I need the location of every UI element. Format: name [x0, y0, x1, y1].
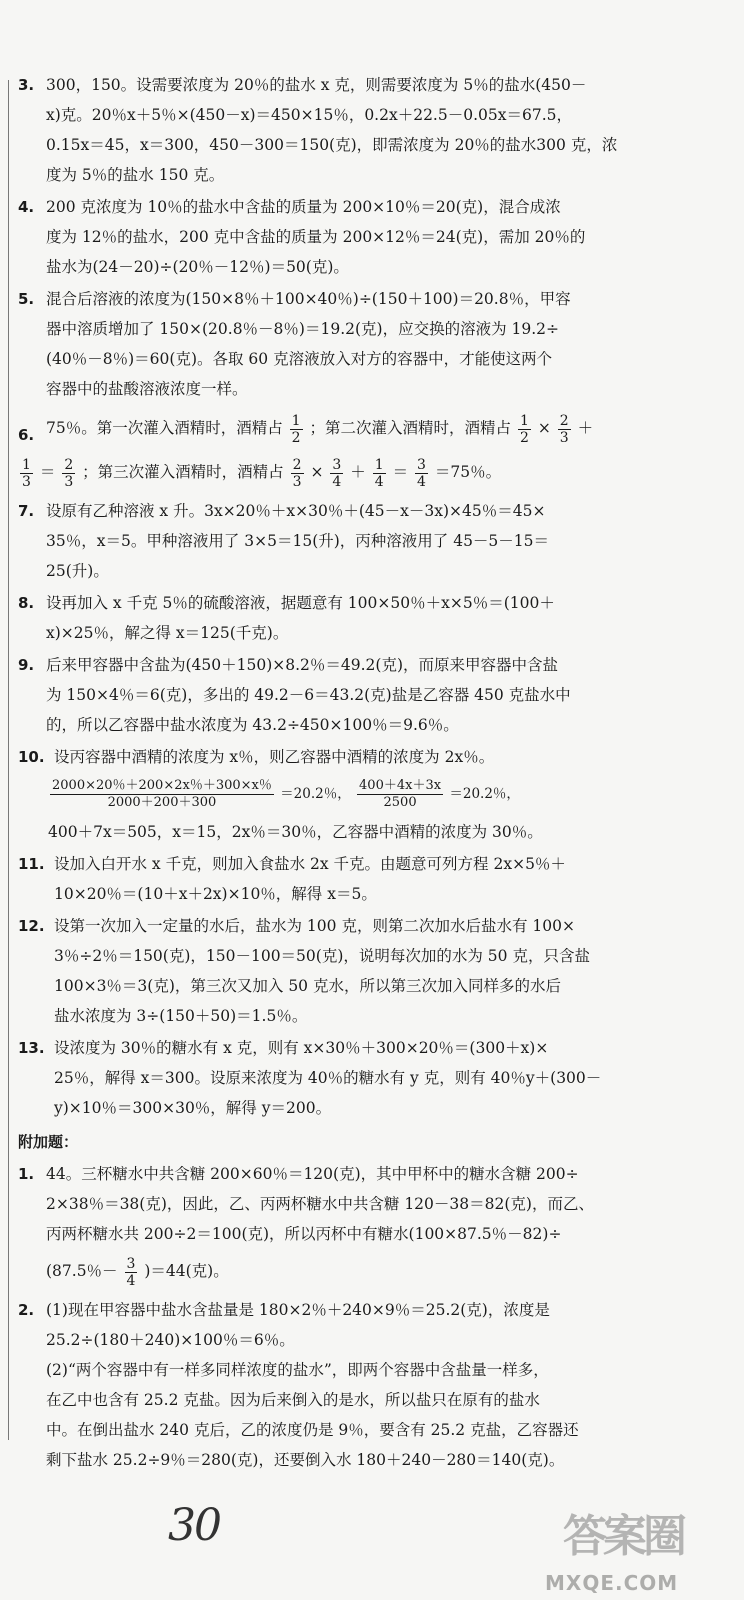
- text-line: 度为 12％的盐水，200 克中含盐的质量为 200×12％＝24(克)，需加 20％的: [46, 228, 586, 246]
- text-segment: ＋: [577, 419, 594, 437]
- text-line: 300，150。设需要浓度为 20％的盐水 x 克，则需要浓度为 5％的盐水(450－: [46, 76, 587, 94]
- fraction-1-3: [20, 457, 33, 490]
- item-number: 2.: [18, 1301, 35, 1319]
- denominator: 4: [374, 473, 384, 490]
- text-line: 的，所以乙容器中盐水浓度为 43.2÷450×100％＝9.6％。: [46, 716, 459, 734]
- text-line: x)×25％，解之得 x＝125(千克)。: [46, 624, 289, 642]
- answer-8: [18, 588, 718, 648]
- extra-answer-1: [18, 1159, 718, 1293]
- numerator: 1: [374, 456, 384, 473]
- fraction-3-4: [125, 1256, 138, 1289]
- text-segment: ；第三次灌入酒精时，酒精占: [82, 463, 284, 481]
- text-segment: )＝44(克)。: [144, 1262, 229, 1280]
- text-line: (1)现在甲容器中盐水含盐量是 180×2％＋240×9％＝25.2(克)，浓度是: [46, 1301, 550, 1319]
- text-line: 100×3％＝3(克)，第三次又加入 50 克水，所以第三次加入同样多的水后: [54, 977, 561, 995]
- text-line: 丙两杯糖水共 200÷2＝100(克)，所以丙杯中有糖水(100×87.5％－82)÷: [46, 1225, 562, 1243]
- fraction-3-4: [415, 457, 428, 490]
- fraction-2-3: [558, 413, 571, 446]
- handwritten-page-number: 30: [168, 1500, 220, 1551]
- text-segment: ；第二次灌入酒精时，酒精占: [309, 419, 512, 437]
- answer-12: [18, 911, 718, 1031]
- item-number: 7.: [18, 502, 35, 520]
- numerator: 2: [292, 456, 302, 473]
- fraction-1-2: [290, 413, 303, 446]
- item-number: 11.: [18, 855, 45, 873]
- text-line: 35％，x＝5。甲种溶液用了 3×5＝15(升)，丙种溶液用了 45－5－15＝: [46, 532, 550, 550]
- text-segment: ＋: [350, 463, 366, 481]
- answer-3: [18, 70, 718, 190]
- denominator: 2500: [383, 795, 417, 810]
- text-line: 后来甲容器中含盐为(450＋150)×8.2％＝49.2(克)，而原来甲容器中含盐: [46, 656, 559, 674]
- text-line: 设原有乙种溶液 x 升。3x×20％＋x×30％＋(45－x－3x)×45％＝45×: [46, 502, 546, 520]
- answer-page: [18, 70, 718, 1477]
- text-line: 为 150×4％＝6(克)，多出的 49.2－6＝43.2(克)盐是乙容器 450 克盐水中: [46, 686, 571, 704]
- text-line: 中。在倒出盐水 240 克后，乙的浓度仍是 9％，要含有 25.2 克盐，乙容器还: [46, 1421, 579, 1439]
- numerator: 3: [417, 456, 426, 473]
- margin-rule: [8, 80, 9, 1440]
- answer-5: [18, 284, 718, 404]
- text-segment: ＝20.2％，: [280, 786, 351, 802]
- text-line: 设第一次加入一定量的水后，盐水为 100 克，则第二次加水后盐水有 100×: [54, 917, 575, 935]
- text-line: 25％，解得 x＝300。设原来浓度为 40％的糖水有 y 克，则有 40％y＋(300－: [54, 1069, 602, 1087]
- watermark: [545, 1500, 730, 1595]
- numerator: 1: [291, 412, 301, 429]
- text-segment: (87.5％－: [46, 1262, 118, 1280]
- text-line: [18, 450, 718, 494]
- answer-4: [18, 192, 718, 282]
- denominator: 2: [291, 429, 301, 446]
- answer-9: [18, 650, 718, 740]
- text-line: 2×38％＝38(克)，因此，乙、丙两杯糖水中共含糖 120－38＝82(克)，而乙、: [46, 1195, 594, 1213]
- text-segment: ×: [537, 419, 551, 437]
- watermark-text: MXQE.COM: [545, 1571, 679, 1595]
- text-line: 25(升)。: [46, 562, 109, 580]
- denominator: 4: [417, 473, 426, 490]
- text-line: 剩下盐水 25.2÷9％＝280(克)，还要倒入水 180＋240－280＝140(克)。: [46, 1451, 565, 1469]
- text-line: 容器中的盐酸溶液浓度一样。: [46, 380, 248, 398]
- text-line: (2)“两个容器中有一样多同样浓度的盐水”，即两个容器中含盐量一样多，: [46, 1361, 549, 1379]
- equation-line: [48, 778, 718, 811]
- text-line: y)×10％＝300×30％，解得 y＝200。: [54, 1099, 332, 1117]
- denominator: 3: [292, 473, 302, 490]
- item-number: 8.: [18, 594, 35, 612]
- denominator: 3: [64, 473, 74, 490]
- text-segment: 75％。第一次灌入酒精时，酒精占: [46, 419, 283, 437]
- watermark-logo: 答案圈: [563, 1511, 683, 1562]
- text-line: 盐水为(24－20)÷(20％－12％)＝50(克)。: [46, 258, 349, 276]
- extra-answer-2: [18, 1295, 718, 1475]
- answer-11: [18, 849, 718, 909]
- text-line: 在乙中也含有 25.2 克盐。因为后来倒入的是水，所以盐只在原有的盐水: [46, 1391, 540, 1409]
- numerator: 2000×20％＋200×2x％＋300×x％: [52, 778, 272, 793]
- fraction: [50, 778, 274, 811]
- denominator: 2000＋200＋300: [107, 795, 217, 810]
- fraction-1-4: [373, 457, 386, 490]
- numerator: 1: [22, 456, 31, 473]
- text-line: 44。三杯糖水中共含糖 200×60％＝120(克)，其中甲杯中的糖水含糖 200÷: [46, 1165, 579, 1183]
- denominator: 3: [22, 473, 31, 490]
- text-line: 混合后溶液的浓度为(150×8％＋100×40％)÷(150＋100)＝20.8％，甲容: [46, 290, 571, 308]
- text-line: 0.15x＝45，x＝300，450－300＝150(克)，即需浓度为 20％的盐水300 克，浓: [46, 136, 618, 154]
- numerator: 3: [332, 456, 342, 473]
- text-line: 器中溶质增加了 150×(20.8％－8％)＝19.2(克)，应交换的溶液为 19.2÷: [46, 320, 560, 338]
- numerator: 2: [64, 456, 74, 473]
- fraction-1-2: [518, 413, 531, 446]
- text-segment: ＝: [392, 463, 409, 481]
- item-number: 9.: [18, 656, 35, 674]
- text-segment: ＝: [39, 463, 56, 481]
- text-line: 10×20％＝(10＋x＋2x)×10％，解得 x＝5。: [54, 885, 377, 903]
- denominator: 4: [332, 473, 342, 490]
- text-line: [46, 1249, 718, 1293]
- item-number: 12.: [18, 917, 45, 935]
- text-line: 盐水浓度为 3÷(150＋50)＝1.5％。: [54, 1007, 308, 1025]
- answer-13: [18, 1033, 718, 1123]
- numerator: 3: [126, 1255, 136, 1272]
- text-line: x)克。20％x＋5％×(450－x)＝450×15％，0.2x＋22.5－0.05x＝67.5，: [46, 106, 572, 124]
- text-segment: ＝75％。: [434, 463, 502, 481]
- item-number: 13.: [18, 1039, 45, 1057]
- fraction-2-3: [62, 457, 75, 490]
- extra-section-heading: 附加题：: [18, 1133, 79, 1151]
- answer-10: [18, 742, 718, 847]
- answer-7: [18, 496, 718, 586]
- text-line: (40％－8％)＝60(克)。各取 60 克溶液放入对方的容器中，才能使这两个: [46, 350, 553, 368]
- item-number: 1.: [18, 1165, 35, 1183]
- item-number: 3.: [18, 76, 35, 94]
- fraction-2-3: [291, 457, 304, 490]
- text-segment: ×: [310, 463, 324, 481]
- text-segment: ＝20.2％，: [449, 786, 520, 802]
- numerator: 400＋4x＋3x: [359, 778, 442, 793]
- text-line: 度为 5％的盐水 150 克。: [46, 166, 225, 184]
- fraction-3-4: [330, 457, 343, 490]
- text-line: 设浓度为 30％的糖水有 x 克，则有 x×30％＋300×20％＝(300＋x)×: [54, 1039, 549, 1057]
- denominator: 4: [126, 1272, 136, 1289]
- item-number: 4.: [18, 198, 35, 216]
- numerator: 2: [559, 412, 569, 429]
- text-line: 设再加入 x 千克 5％的硫酸溶液，据题意有 100×50％＋x×5％＝(100＋: [46, 594, 555, 612]
- denominator: 3: [559, 429, 569, 446]
- text-line: [46, 406, 718, 450]
- text-line: 200 克浓度为 10％的盐水中含盐的质量为 200×10％＝20(克)，混合成浓: [46, 198, 561, 216]
- item-number: 10.: [18, 748, 45, 766]
- text-line: 3％÷2％＝150(克)，150－100＝50(克)，说明每次加的水为 50 克，只含盐: [54, 947, 590, 965]
- text-line: 25.2÷(180＋240)×100％＝6％。: [46, 1331, 295, 1349]
- item-number: 5.: [18, 290, 35, 308]
- answer-6: [18, 406, 718, 494]
- numerator: 1: [519, 412, 529, 429]
- item-number: 6.: [18, 426, 35, 444]
- text-line: 设加入白开水 x 千克，则加入食盐水 2x 千克。由题意可列方程 2x×5％＋: [54, 855, 566, 873]
- text-line: 400＋7x＝505，x＝15，2x％＝30％，乙容器中酒精的浓度为 30％。: [48, 823, 543, 841]
- fraction: [357, 778, 443, 811]
- text-line: 设丙容器中酒精的浓度为 x％，则乙容器中酒精的浓度为 2x％。: [54, 748, 495, 766]
- denominator: 2: [519, 429, 529, 446]
